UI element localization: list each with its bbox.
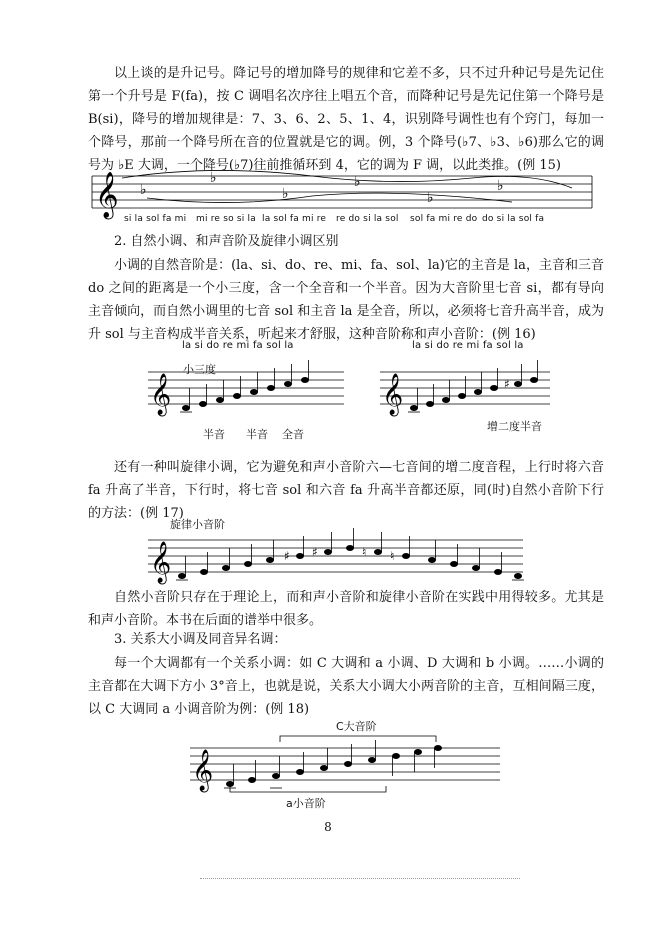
svg-text:𝄞: 𝄞: [382, 374, 404, 415]
svg-text:♭: ♭: [497, 178, 504, 194]
heading-relative-keys: 3. 关系大小调及同音异名调：: [114, 632, 287, 647]
example-15-solfege-1: si la sol fa mi: [124, 214, 187, 224]
a-minor-scale-label: a小音阶: [286, 797, 326, 810]
svg-text:𝄞: 𝄞: [192, 750, 214, 791]
semitone-label-1: 半音: [203, 428, 225, 441]
example-16-solfege-right: la si do re mi fa sol la: [412, 340, 524, 351]
svg-text:♭: ♭: [140, 182, 147, 198]
svg-text:♯: ♯: [312, 545, 318, 559]
svg-text:♭: ♭: [282, 186, 289, 202]
svg-text:♭: ♭: [427, 190, 434, 206]
example-15-solfege-4: re do si la sol: [336, 214, 399, 224]
minor-third-label: 小三度: [183, 363, 216, 376]
example-17-staff: [148, 538, 523, 583]
svg-text:♭: ♭: [354, 174, 361, 190]
example-16-solfege-left: la si do re mi fa sol la: [182, 340, 294, 351]
svg-text:♮: ♮: [390, 549, 395, 563]
melodic-minor-title: 旋律小音阶: [170, 518, 225, 531]
heading-natural-minor: 2. 自然小调、和声音阶及旋律小调区别: [114, 234, 339, 249]
example-15-solfege-3: la sol fa mi re: [262, 214, 327, 224]
svg-text:𝄞: 𝄞: [150, 374, 172, 415]
example-16-staff-left: [148, 370, 344, 415]
example-15-solfege-2: mi re so si la: [196, 214, 256, 224]
paragraph-melodic-minor: 还有一种叫旋律小调，它为避免和声小音阶六—七音间的增二度音程，上行时将六音 fa 升高了半音，下行时，将七音 sol 和六音 fa 升高半音都还原，同(时)自然小音阶下行的方法：(例 17): [88, 460, 604, 521]
example-15-solfege-6: do si la sol fa: [482, 214, 545, 224]
example-15-staff: [92, 168, 592, 216]
example-16-staff-right: [380, 370, 550, 415]
svg-text:𝄞: 𝄞: [95, 172, 119, 218]
svg-text:♯: ♯: [504, 377, 510, 391]
svg-text:♭: ♭: [210, 170, 217, 186]
paragraph-natural-minor: 小调的自然音阶是：(la、si、do、re、mi、fa、sol、la)它的主音是 la，主音和三音 do 之间的距离是一个小三度，含一个全音和一个半音。因为大音阶里七音 si，都有导向主音倾向，而自然小调里的七音 sol 和主音 la 是全音，所以，必须将七音升高半音，成为升 sol 与主音构成半音关系，听起来才舒服，这种音阶称和声小音阶：(例 16): [88, 258, 604, 342]
svg-text:♯: ♯: [284, 549, 290, 563]
svg-text:♮: ♮: [362, 545, 367, 559]
semitone-label-2: 半音: [246, 428, 268, 441]
footer-divider: [200, 878, 520, 879]
c-major-scale-label: C大音阶: [336, 720, 377, 733]
whole-tone-label: 全音: [282, 428, 304, 441]
page-number: 8: [324, 820, 332, 834]
example-15-solfege-5: sol fa mi re do: [410, 214, 478, 224]
example-18-staff: [190, 732, 500, 802]
paragraph-flats: 以上谈的是升记号。降记号的增加降号的规律和它差不多，只不过升种记号是先记住第一个升号是 F(fa)，按 C 调唱名次序往上唱五个音，而降种记号是先记住第一个降号是 B(si)，降号的增加规律是：7、3、6、2、5、1、4，识别降号调性也有个窍门，每加一个降号，那前一个降号所在音的位置就是它的调。例，3 个降号(♭7、♭3、♭6)那么它的调号为 ♭E 大调，一个降号(♭7)往前推循环到 4，它的调为 F 调，以此类推。(例 15): [88, 66, 604, 173]
svg-text:𝄞: 𝄞: [150, 542, 172, 583]
paragraph-practice-note: 自然小音阶只存在于理论上，而和声小音阶和旋律小音阶在实践中用得较多。尤其是和声小音阶。本书在后面的谱举中很多。: [88, 590, 604, 628]
paragraph-relative-keys: 每一个大调都有一个关系小调：如 C 大调和 a 小调、D 大调和 b 小调。……小调的主音都在大调下方小 3°音上，也就是说，关系大小调大小两音阶的主音，互相间隔三度，以 C 大调同 a 小调音阶为例：(例 18): [88, 656, 604, 717]
augmented-second-label: 增二度半音: [487, 420, 542, 433]
